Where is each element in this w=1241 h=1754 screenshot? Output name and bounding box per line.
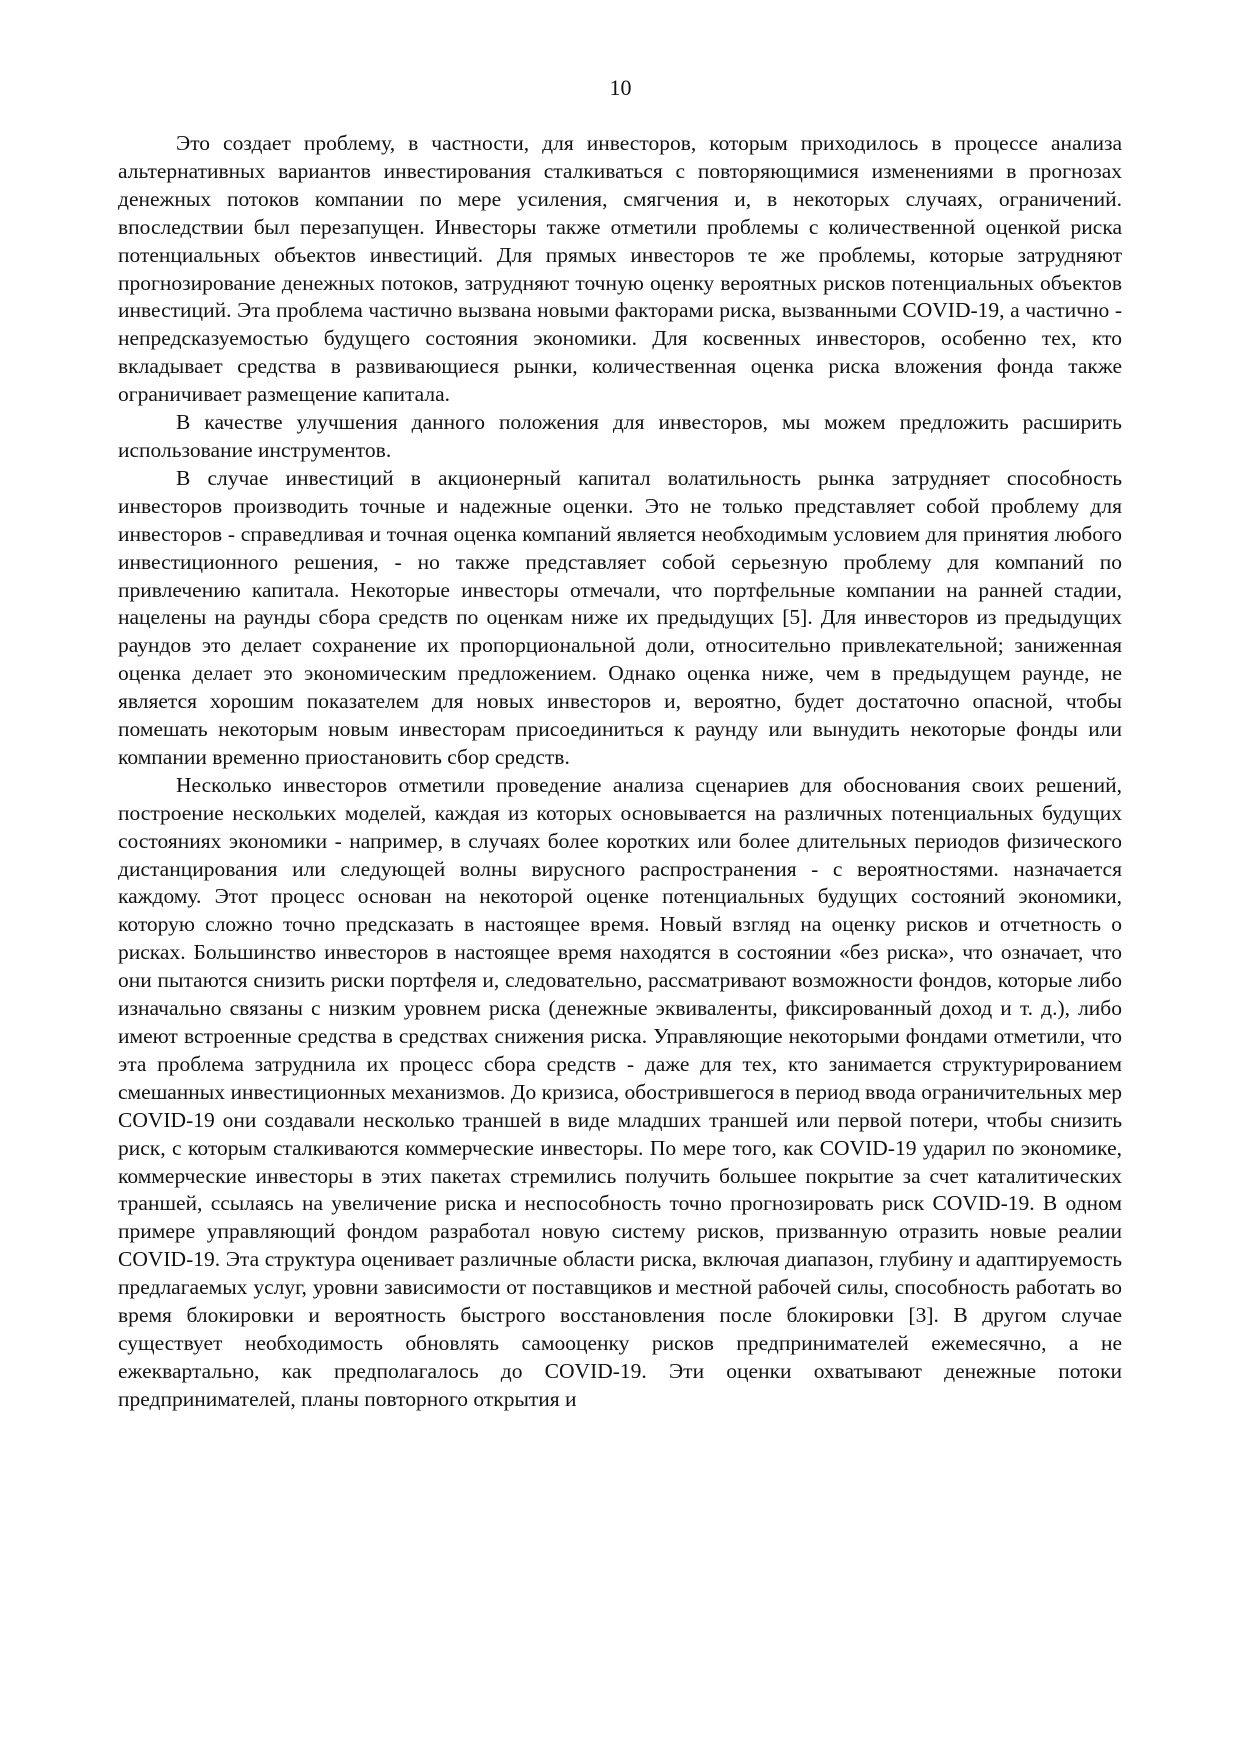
paragraph-3: В случае инвестиций в акционерный капитал волатильность рынка затрудняет способность инвесторов производить точные и надежные оценки. Это не только представляет собой проблему для инвесторов - справедливая и точная оценка компаний является необходимым условием для принятия любого инвестиционного решения, - но также представляет собой серьезную проблему для компаний по привлечению капитала. Некоторые инвесторы отмечали, что портфельные компании на ранней стадии, нацелены на раунды сбора средств по оценкам ниже их предыдущих [5]. Для инвесторов из предыдущих раундов это делает сохранение их пропорциональной доли, относительно привлекательной; заниженная оценка делает это экономическим предложением. Однако оценка ниже, чем в предыдущем раунде, не является хорошим показателем для новых инвесторов и, вероятно, будет достаточно опасной, чтобы помешать некоторым новым инвесторам присоединиться к раунду или вынудить некоторые фонды или компании временно приостановить сбор средств. bbox=[118, 465, 1122, 769]
paragraph-4: Несколько инвесторов отметили проведение анализа сценариев для обоснования своих решений, построение нескольких моделей, каждая из которых основывается на различных потенциальных будущих состояниях экономики - например, в случаях более коротких или более длительных периодов физического дистанцирования или следующей волны вирусного распространения - с вероятностями. назначается каждому. Этот процесс основан на некоторой оценке потенциальных будущих состояний экономики, которую сложно точно предсказать в настоящее время. Новый взгляд на оценку рисков и отчетность о рисках. Большинство инвесторов в настоящее время находятся в состоянии «без риска», что означает, что они пытаются снизить риски портфеля и, следовательно, рассматривают возможности фондов, которые либо изначально связаны с низким уровнем риска (денежные эквиваленты, фиксированный доход и т. д.), либо имеют встроенные средства в средствах снижения риска. Управляющие некоторыми фондами отметили, что эта проблема затруднила их процесс сбора средств - даже для тех, кто занимается структурированием смешанных инвестиционных механизмов. До кризиса, обострившегося в период ввода ограничительных мер COVID-19 они создавали несколько траншей в виде младших траншей или первой потери, чтобы снизить риск, с которым сталкиваются коммерческие инвесторы. По мере того, как COVID-19 ударил по экономике, коммерческие инвесторы в этих пакетах стремились получить большее покрытие за счет каталитических траншей, ссылаясь на увеличение риска и неспособность точно прогнозировать риск COVID-19. В одном примере управляющий фондом разработал новую систему рисков, призванную отразить новые реалии COVID-19. Эта структура оценивает различные области риска, включая диапазон, глубину и адаптируемость предлагаемых услуг, уровни зависимости от поставщиков и местной рабочей силы, способность работать во время блокировки и вероятность быстрого восстановления после блокировки [3]. В другом случае существует необходимость обновлять самооценку рисков предпринимателей ежемесячно, а не ежеквартально, как предполагалось до COVID-19. Эти оценки охватывают денежные потоки предпринимателей, планы повторного открытия и bbox=[118, 772, 1122, 1411]
paragraph-1: Это создает проблему, в частности, для инвесторов, которым приходилось в процессе анализа альтернативных вариантов инвестирования сталкиваться с повторяющимися изменениями в прогнозах денежных потоков компании по мере усиления, смягчения и, в некоторых случаях, ограничений. впоследствии был перезапущен. Инвесторы также отметили проблемы с количественной оценкой риска потенциальных объектов инвестиций. Для прямых инвесторов те же проблемы, которые затрудняют прогнозирование денежных потоков, затрудняют точную оценку вероятных рисков потенциальных объектов инвестиций. Эта проблема частично вызвана новыми факторами риска, вызванными COVID-19, а частично - непредсказуемостью будущего состояния экономики. Для косвенных инвесторов, особенно тех, кто вкладывает средства в развивающиеся рынки, количественная оценка риска вложения фонда также ограничивает размещение капитала. bbox=[118, 131, 1122, 407]
page-number: 10 bbox=[609, 75, 632, 100]
paragraph-2: В качестве улучшения данного положения для инвесторов, мы можем предложить расширить использование инструментов. bbox=[118, 410, 1122, 462]
body-text bbox=[118, 130, 1122, 1414]
